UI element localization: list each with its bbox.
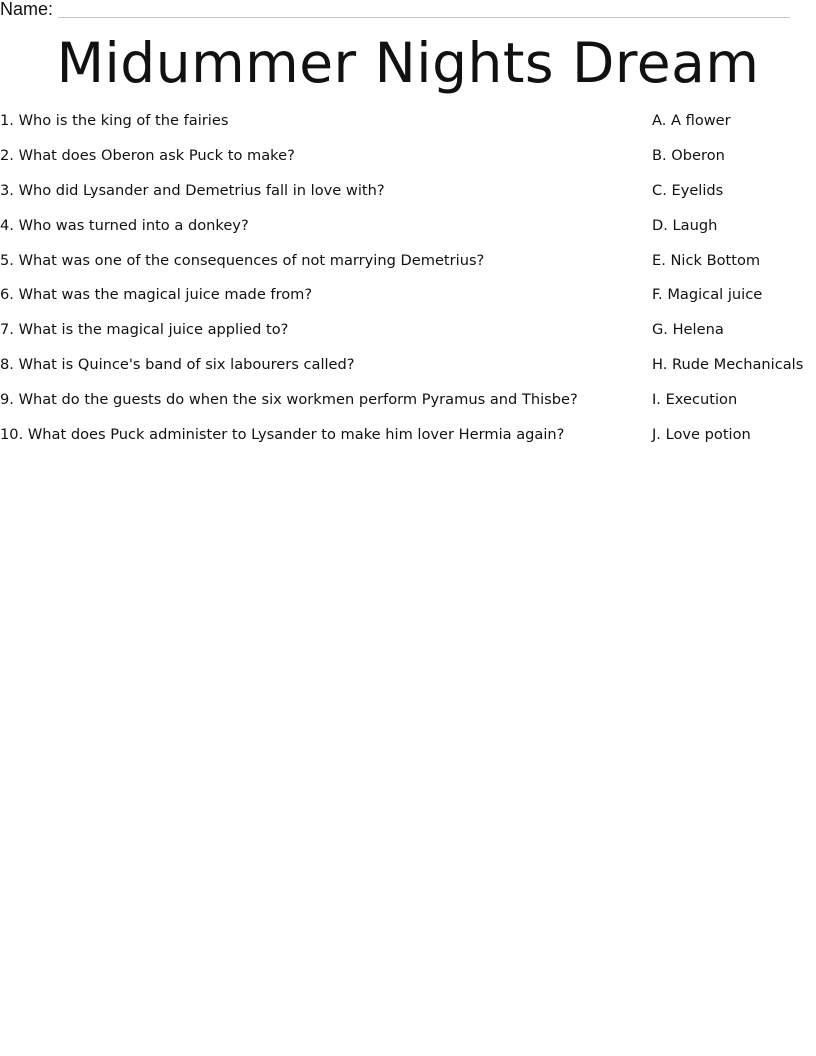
- answer-item: C. Eyelids: [652, 181, 724, 199]
- name-label: Name:: [0, 0, 54, 19]
- answer-item: F. Magical juice: [652, 286, 763, 304]
- question-item: 4. Who was turned into a donkey?: [0, 216, 249, 234]
- question-item: 8. What is Quince's band of six labourers called?: [0, 356, 355, 374]
- name-field-row: [0, 0, 790, 22]
- name-underline[interactable]: [58, 17, 790, 18]
- question-item: 1. Who is the king of the fairies: [0, 112, 229, 129]
- question-item: 9. What do the guests do when the six workmen perform Pyramus and Thisbe?: [0, 391, 578, 409]
- answer-item: A. A flower: [652, 112, 731, 129]
- question-item: 2. What does Oberon ask Puck to make?: [0, 146, 295, 164]
- question-item: 10. What does Puck administer to Lysander to make him lover Hermia again?: [0, 426, 565, 444]
- answer-item: E. Nick Bottom: [652, 251, 761, 269]
- answer-item: J. Love potion: [652, 426, 751, 444]
- question-item: 3. Who did Lysander and Demetrius fall in love with?: [0, 181, 385, 199]
- answer-item: H. Rude Mechanicals: [652, 356, 804, 374]
- question-item: 5. What was one of the consequences of not marrying Demetrius?: [0, 251, 485, 269]
- answers-list: [652, 110, 816, 459]
- answer-item: D. Laugh: [652, 216, 718, 234]
- answer-item: I. Execution: [652, 391, 738, 409]
- answer-item: G. Helena: [652, 321, 724, 339]
- question-item: 7. What is the magical juice applied to?: [0, 321, 289, 339]
- questions-list: [0, 110, 640, 459]
- question-item: 6. What was the magical juice made from?: [0, 286, 313, 304]
- page-title: Midummer Nights Dream: [56, 31, 760, 95]
- answer-item: B. Oberon: [652, 146, 725, 164]
